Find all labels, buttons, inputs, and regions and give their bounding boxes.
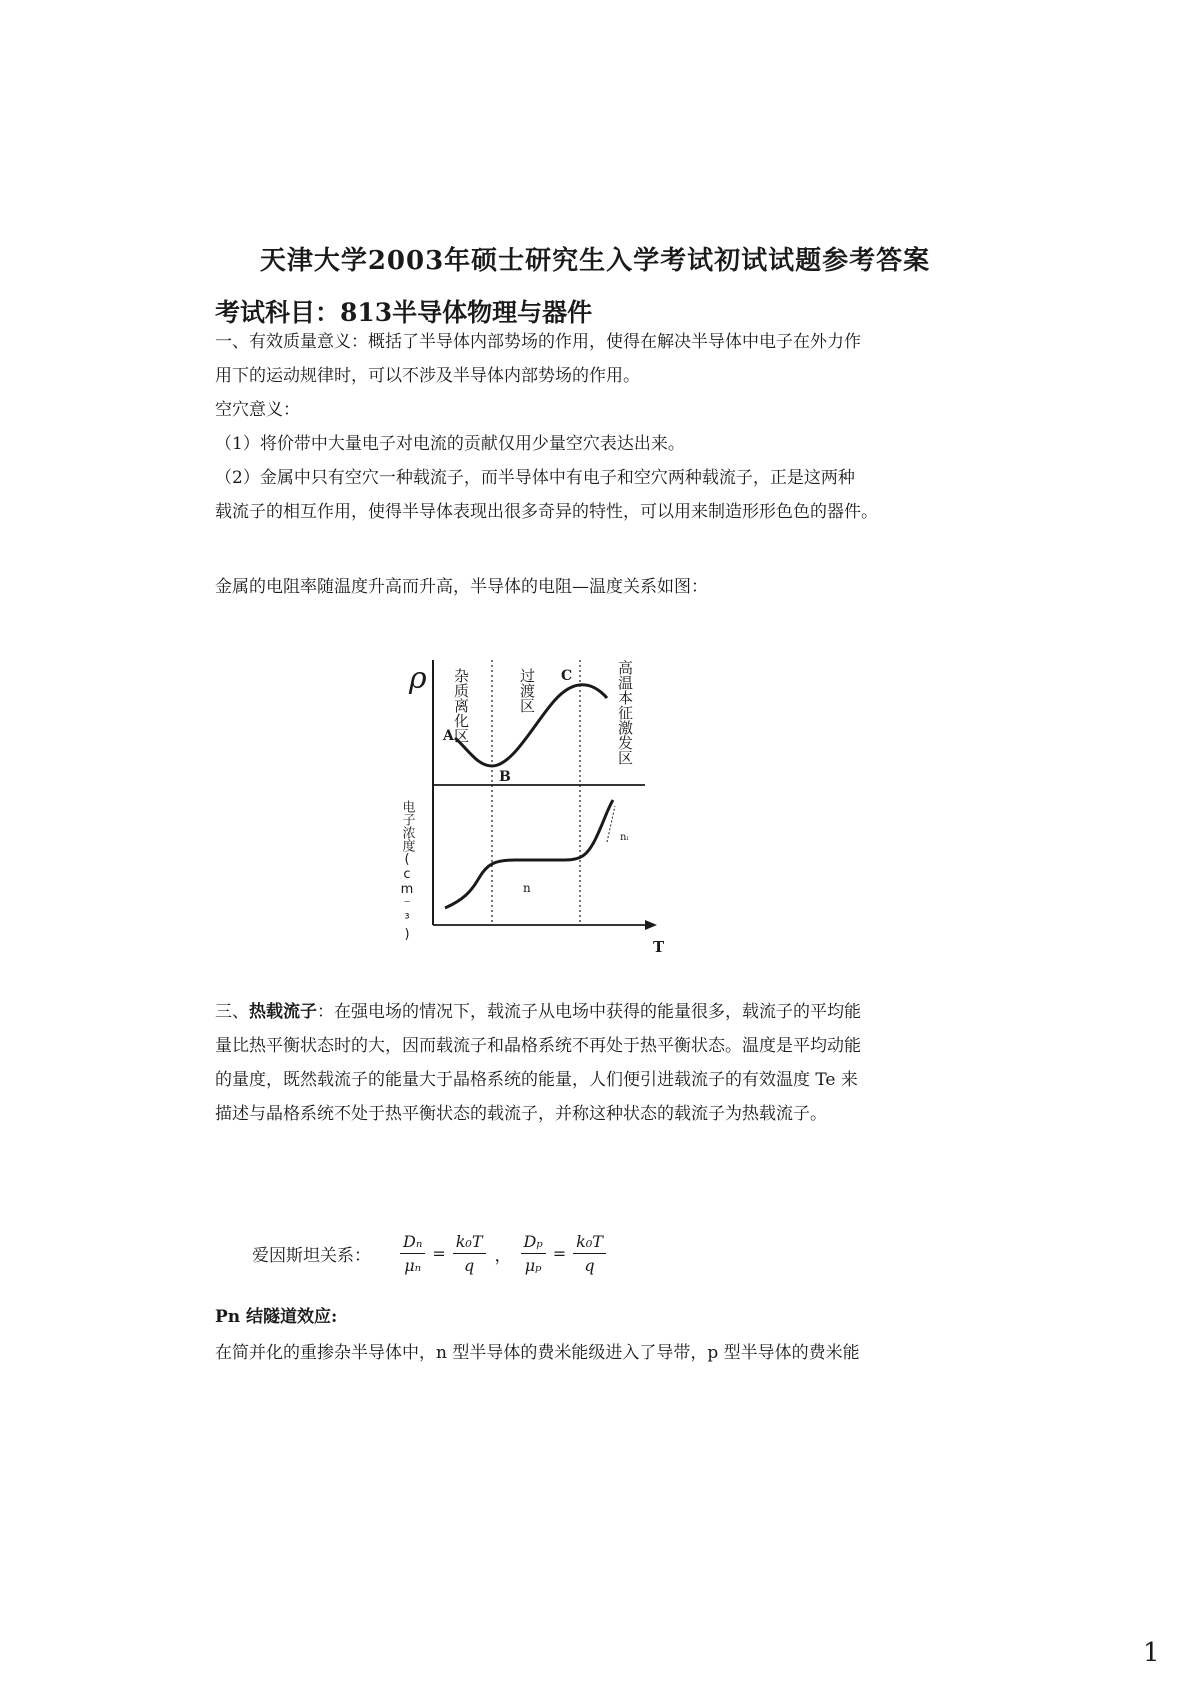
fraction-numerator: Dₚ (521, 1232, 546, 1254)
fraction-dn-mun (400, 1232, 425, 1275)
page-number: 1 (1143, 1638, 1160, 1668)
y-axis-label-rho: ρ (409, 661, 427, 696)
fraction-denominator: μₙ (404, 1256, 422, 1275)
text-line: 一、有效质量意义：概括了半导体内部势场的作用，使得在解决半导体中电子在外力作 (215, 332, 861, 352)
equals-sign: = (552, 1244, 567, 1263)
fraction-denominator: q (584, 1256, 595, 1275)
text-line: 空穴意义： (215, 400, 300, 420)
curve-label-ni: nᵢ (620, 832, 629, 843)
text-fragment: ：在强电场的情况下，载流子从电场中获得的能量很多，载流子的平均能 (317, 1002, 861, 1022)
exam-subject: 考试科目：813半导体物理与器件 (215, 298, 593, 327)
curve-label-n: n (523, 881, 531, 895)
paragraph-hot-carriers (215, 995, 935, 1131)
fraction-numerator: k₀T (573, 1232, 606, 1254)
pn-tunneling-heading: Pn 结隧道效应: (215, 1307, 338, 1327)
formula-separator: ， (494, 1246, 512, 1266)
text-line: 的量度，既然载流子的能量大于晶格系统的能量，人们便引进载流子的有效温度 Te 来 (215, 1070, 858, 1090)
section-prefix: 三、 (215, 1002, 249, 1022)
text-line: 载流子的相互作用，使得半导体表现出很多奇异的特性，可以用来制造形形色色的器件。 (215, 502, 878, 522)
einstein-label: 爱因斯坦关系： (252, 1246, 371, 1266)
region-label-impurity-ionization: 杂质离化区 (452, 668, 470, 743)
fraction-k0t-q (453, 1232, 486, 1275)
x-axis-label-t: T (653, 938, 665, 956)
x-axis-arrow (645, 920, 657, 930)
paragraph-hole-meaning (215, 393, 935, 529)
text-line: （1）将价带中大量电子对电流的贡献仅用少量空穴表达出来。 (215, 434, 685, 454)
page-title: 天津大学2003年硕士研究生入学考试初试试题参考答案 (259, 246, 931, 276)
text-line: 用下的运动规律时，可以不涉及半导体内部势场的作用。 (215, 366, 640, 386)
text-line: （2）金属中只有空穴一种载流子，而半导体中有电子和空穴两种载流子，正是这两种 (215, 468, 855, 488)
einstein-relation (252, 1232, 609, 1275)
fraction-dp-mup (521, 1232, 546, 1275)
fraction-denominator: q (463, 1256, 475, 1275)
fraction-numerator: k₀T (453, 1232, 486, 1254)
point-label-a: A (443, 728, 454, 744)
point-label-b: B (499, 769, 511, 785)
term-hot-carrier: 热载流子 (249, 1002, 317, 1022)
fraction-k0t-q (573, 1232, 606, 1275)
text-line: 量比热平衡状态时的大，因而载流子和晶格系统不再处于热平衡状态。温度是平均动能 (215, 1036, 861, 1056)
y-axis-label-electron-concentration: 电子浓度(cm⁻³) (399, 800, 415, 942)
paragraph-resistivity (215, 570, 935, 604)
resistivity-temperature-figure (395, 660, 675, 964)
region-label-intrinsic: 高温本征激发区 (616, 660, 634, 765)
text-line: 描述与晶格系统不处于热平衡状态的载流子，并称这种状态的载流子为热载流子。 (215, 1104, 827, 1124)
text-line: 在简并化的重掺杂半导体中，n 型半导体的费米能级进入了导带，p 型半导体的费米能 (215, 1343, 860, 1363)
fraction-denominator: μₚ (524, 1256, 542, 1275)
paragraph-pn-tunneling (215, 1336, 935, 1370)
text-line: 金属的电阻率随温度升高而升高，半导体的电阻—温度关系如图： (215, 577, 708, 597)
region-label-transition: 过渡区 (518, 668, 536, 713)
equals-sign: = (432, 1244, 446, 1263)
fraction-numerator: Dₙ (400, 1232, 425, 1254)
paragraph-effective-mass (215, 325, 935, 393)
point-label-c: C (561, 668, 573, 684)
text-line (215, 995, 935, 1029)
